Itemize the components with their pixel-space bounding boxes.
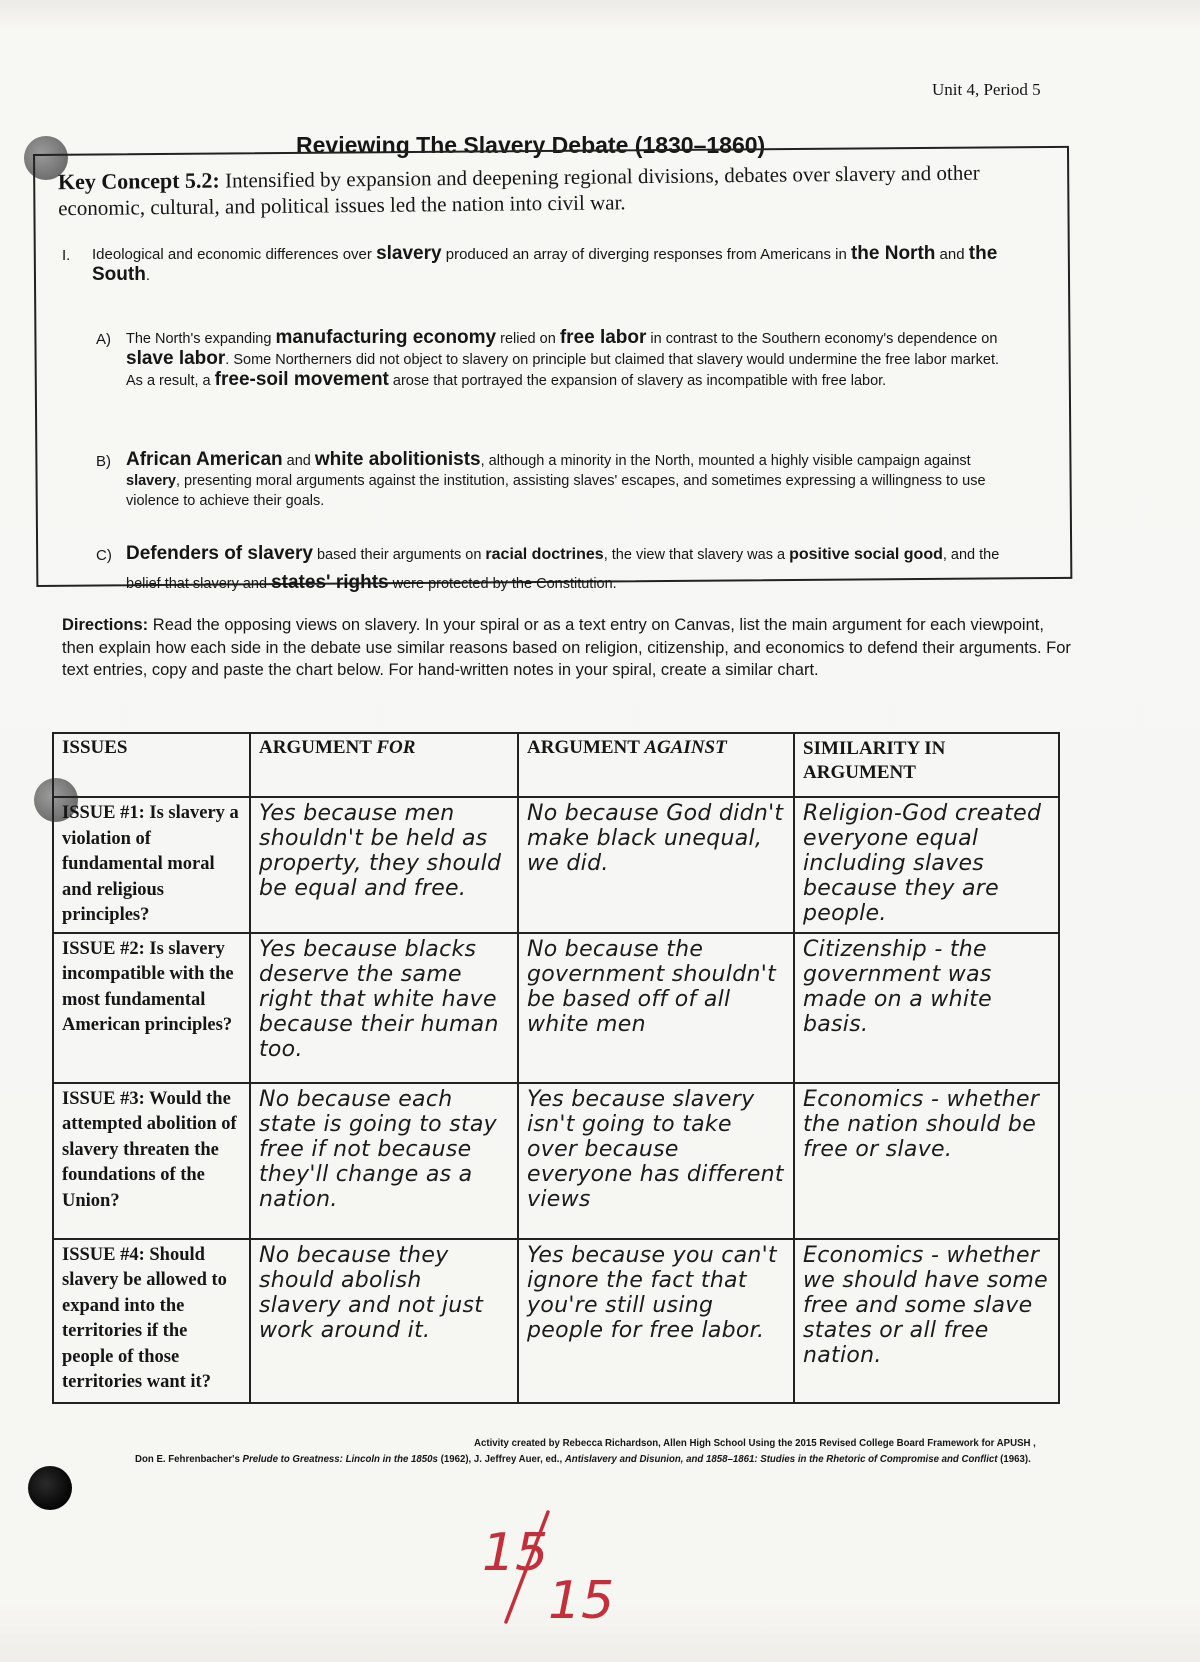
directions-text: Read the opposing views on slavery. In your spiral or as a text entry on Canvas, list the main argument for each viewpoint, then explain how each side in the debate use similar reasons based on religion, citizenship, and economics to defend their arguments. For text entries, copy and paste the chart below. For hand-written notes in your spiral, create a similar chart. — [62, 616, 1071, 679]
header-similarity: SIMILARITY IN ARGUMENT — [794, 733, 1059, 797]
term: states' rights — [271, 572, 389, 593]
punch-hole-bottom — [28, 1466, 72, 1510]
term: the South — [92, 243, 998, 285]
section-b — [96, 449, 1006, 511]
similarity-cell: Citizenship - the government was made on a white basis. — [794, 933, 1059, 1083]
argument-for-cell: Yes because men shouldn't be held as property, they should be equal and free. — [250, 797, 518, 933]
term: Defenders of slavery — [126, 543, 313, 564]
text: , the view that slavery was a — [603, 547, 790, 563]
term: slavery — [376, 243, 442, 264]
text: arose that portrayed the expansion of slavery as incompatible with free labor. — [388, 373, 887, 389]
text: ARGUMENT — [527, 737, 645, 758]
term: the North — [850, 243, 936, 264]
score-mark — [470, 1500, 630, 1630]
argument-against-cell: Yes because you can't ignore the fact that you're still using people for free labor. — [518, 1239, 794, 1403]
text: FOR — [376, 737, 416, 758]
similarity-cell: Economics - whether we should have some free and some slave states or all free nation. — [794, 1239, 1059, 1403]
section-b-marker: B) — [96, 453, 111, 470]
table-row — [53, 1083, 1059, 1239]
credit-line-2 — [135, 1453, 1055, 1465]
section-a — [96, 327, 1006, 391]
unit-label: Unit 4, Period 5 — [932, 80, 1041, 99]
text: (1963). — [997, 1453, 1031, 1465]
section-a-marker: A) — [96, 331, 111, 348]
text: . — [145, 267, 150, 284]
similarity-cell: Religion-God created everyone equal including slaves because they are people. — [794, 797, 1059, 933]
credit-line-1: Activity created by Rebecca Richardson, Allen High School Using the 2015 Revised College Board Framework for APUSH , — [474, 1437, 1036, 1449]
term: white abolitionists — [314, 449, 481, 470]
text: in contrast to the Southern economy's dependence on — [646, 331, 998, 347]
chart-header-row — [53, 733, 1059, 797]
key-concept-label: Key Concept 5.2: — [57, 167, 220, 195]
term: racial doctrines — [485, 546, 604, 563]
text: were protected by the Constitution. — [388, 576, 617, 592]
argument-for-cell: No because they should abolish slavery and not just work around it. — [250, 1239, 518, 1403]
argument-against-cell: No because God didn't make black unequal, we did. — [518, 797, 794, 933]
book-title: Antislavery and Disunion, and 1858–1861: Studies in the Rhetoric of Compromise and Conflict — [564, 1453, 998, 1465]
directions — [62, 614, 1072, 682]
text: and — [935, 246, 969, 263]
header-issues: ISSUES — [53, 733, 250, 797]
slavery-debate-chart — [52, 732, 1060, 1404]
text: based their arguments on — [312, 547, 486, 563]
text: The North's expanding — [126, 331, 276, 347]
term: positive social good — [789, 546, 943, 563]
term: free labor — [559, 327, 647, 348]
similarity-cell: Economics - whether the nation should be free or slave. — [794, 1083, 1059, 1239]
text: AGAINST — [644, 737, 727, 758]
text: . Some Northerners did not object to slavery on principle but claimed that slavery would undermine the free labor market. As a result, a — [126, 352, 999, 389]
table-row — [53, 1239, 1059, 1403]
text: relied on — [496, 331, 560, 347]
header-argument-for — [250, 733, 518, 797]
table-row — [53, 933, 1059, 1083]
text: Don E. Fehrenbacher's — [135, 1453, 243, 1465]
header-argument-against — [518, 733, 794, 797]
text: , although a minority in the North, mounted a highly visible campaign against — [480, 453, 971, 469]
argument-for-cell: Yes because blacks deserve the same right that white have because their human too. — [250, 933, 518, 1083]
directions-label: Directions: — [62, 616, 149, 634]
page-title: Reviewing The Slavery Debate (1830–1860) — [296, 132, 766, 158]
text: Ideological and economic differences over — [92, 246, 377, 263]
section-one-marker: I. — [62, 247, 71, 264]
section-c — [96, 540, 1006, 598]
text: , presenting moral arguments against the institution, assisting slaves' escapes, and sometimes expressing a willingness to use violence to achieve their goals. — [126, 473, 986, 509]
term: slave labor — [126, 348, 226, 369]
term: manufacturing economy — [275, 327, 497, 348]
issue-cell: ISSUE #4: Should slavery be allowed to expand into the territories if the people of those territories want it? — [53, 1239, 250, 1403]
key-concept-text: Intensified by expansion and deepening regional divisions, debates over slavery and other economic, cultural, and political issues led the nation into civil war. — [58, 160, 980, 221]
term: slavery — [126, 473, 176, 489]
text: ARGUMENT — [259, 737, 377, 758]
text: (1962), J. Jeffrey Auer, ed., — [437, 1453, 565, 1465]
key-concept — [58, 159, 1058, 221]
argument-against-cell: Yes because slavery isn't going to take over because everyone has different views — [518, 1083, 794, 1239]
score-earned: 15 — [482, 1523, 549, 1583]
book-title: Prelude to Greatness: Lincoln in the 1850s — [242, 1453, 438, 1465]
issue-cell: ISSUE #2: Is slavery incompatible with the most fundamental American principles? — [53, 933, 250, 1083]
argument-for-cell: No because each state is going to stay free if not because they'll change as a nation. — [250, 1083, 518, 1239]
section-c-marker: C) — [96, 547, 112, 564]
text: and — [282, 453, 315, 469]
text: produced an array of diverging responses from Americans in — [441, 246, 851, 263]
issue-cell: ISSUE #3: Would the attempted abolition of slavery threaten the foundations of the Union? — [53, 1083, 250, 1239]
table-row — [53, 797, 1059, 933]
term: free-soil movement — [214, 369, 389, 390]
score-total: 15 — [548, 1571, 615, 1630]
term: African American — [126, 449, 283, 470]
section-one — [62, 243, 1002, 286]
issue-cell: ISSUE #1: Is slavery a violation of fundamental moral and religious principles? — [53, 797, 250, 933]
text: , and the belief that slavery and — [126, 547, 1000, 592]
argument-against-cell: No because the government shouldn't be based off of all white men — [518, 933, 794, 1083]
